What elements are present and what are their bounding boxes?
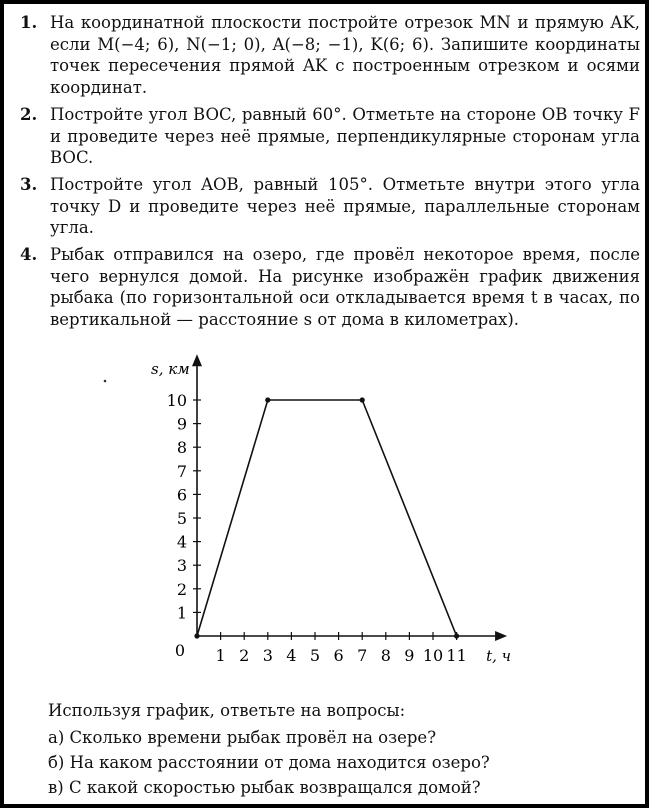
y-tick-label: 3 <box>176 556 187 576</box>
y-tick-label: 10 <box>166 391 187 410</box>
y-tick-label: 5 <box>176 509 187 528</box>
x-tick-label: 9 <box>404 646 415 665</box>
data-point <box>454 633 459 638</box>
y-tick-label: 6 <box>176 485 187 505</box>
task-number: 2. <box>20 105 38 124</box>
y-tick-label: 4 <box>176 532 187 552</box>
questions-intro: Используя график, ответьте на вопросы: <box>48 701 406 720</box>
series-line <box>197 400 457 636</box>
y-tick-label: 8 <box>176 438 187 458</box>
motion-graph <box>4 4 645 804</box>
y-tick-label: 1 <box>176 603 187 623</box>
x-tick-label: 7 <box>357 646 368 665</box>
origin-label: 0 <box>174 641 185 660</box>
x-tick-label: 6 <box>333 646 344 665</box>
task-number: 1. <box>20 13 38 32</box>
x-tick-label: 3 <box>262 646 273 665</box>
task-text: Постройте угол BOC, равный 60°. Отметьте на стороне OB точку F и проведите через неё прямые, перпендикулярные сторонам угла BOC. <box>50 105 640 167</box>
task-text: На координатной плоскости постройте отрезок MN и прямую AK, если M(−4; 6), N(−1; 0), A(−8; −1), K(6; 6). Запишите координаты точек пересечения прямой AK с построенным отрезком и осями координат. <box>50 13 640 97</box>
task-number: 4. <box>20 245 38 264</box>
data-point <box>360 397 365 402</box>
x-tick-label: 11 <box>446 646 467 665</box>
data-point <box>265 397 270 402</box>
x-axis-label: t, ч <box>486 647 512 665</box>
task-text: Рыбак отправился на озеро, где провёл некоторое время, после чего вернулся домой. На рисунке изображён график движения рыбака (по горизонтальной оси откладывается время t в часах, по вертикальной — расстояние s от дома в километрах). <box>50 245 640 329</box>
data-point <box>194 633 199 638</box>
question-b: б) На каком расстоянии от дома находится озеро? <box>48 753 490 772</box>
x-tick-label: 1 <box>215 646 226 665</box>
worksheet-page <box>4 4 645 804</box>
y-tick-label: 2 <box>176 579 187 599</box>
x-tick-label: 4 <box>286 646 297 665</box>
x-tick-label: 2 <box>239 646 250 665</box>
stray-dot <box>104 380 107 383</box>
question-a: а) Сколько времени рыбак провёл на озере? <box>48 728 437 747</box>
question-c: в) С какой скоростью рыбак возвращался домой? <box>48 778 481 797</box>
y-axis-arrow <box>192 354 202 366</box>
x-tick-label: 5 <box>309 646 321 665</box>
x-tick-label: 10 <box>422 646 444 665</box>
y-tick-label: 9 <box>176 414 187 434</box>
x-tick-label: 8 <box>380 646 391 665</box>
task-text: Постройте угол AOB, равный 105°. Отметьте внутри этого угла точку D и проведите через неё прямые, параллельные сторонам угла. <box>50 175 640 237</box>
y-axis-label: s, км <box>151 360 190 379</box>
y-tick-label: 7 <box>176 461 187 481</box>
task-number: 3. <box>20 175 38 194</box>
x-axis-arrow <box>495 631 507 641</box>
